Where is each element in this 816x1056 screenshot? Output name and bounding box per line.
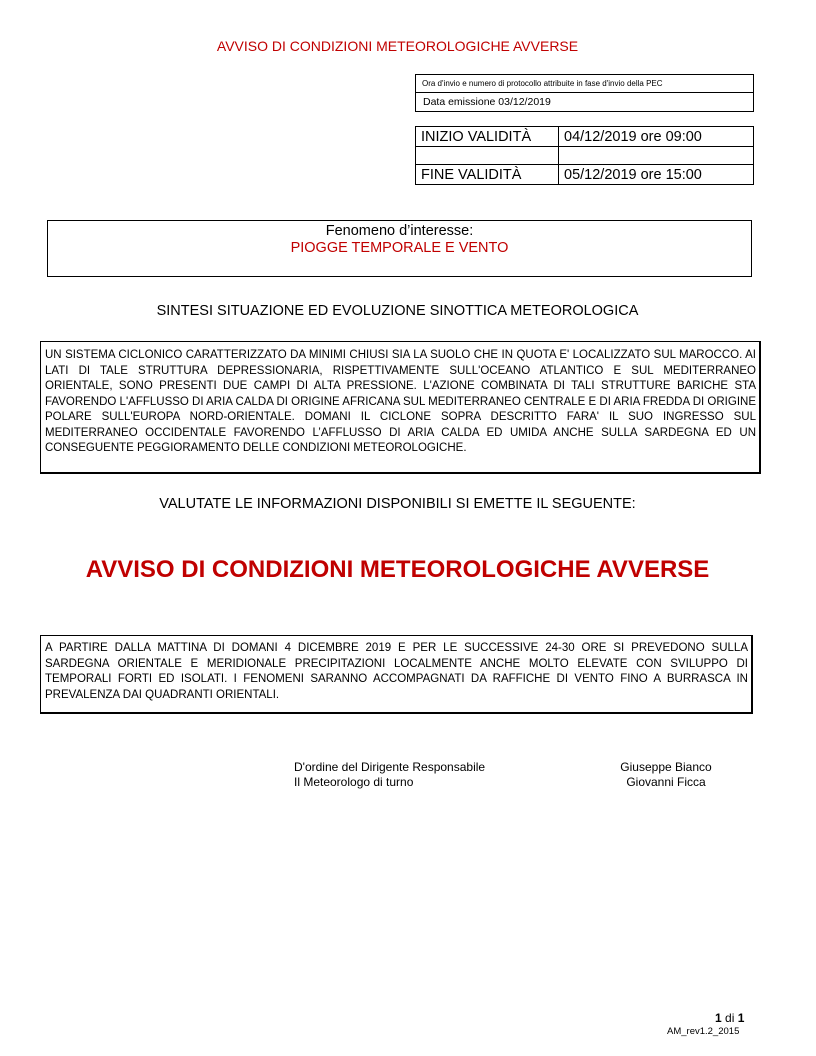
page-number [715,1011,744,1025]
signature-left [294,760,485,790]
page-title: AVVISO DI CONDIZIONI METEOROLOGICHE AVVERSE [216,38,579,54]
document-code: AM_rev1.2_2015 [667,1026,740,1037]
alert-text: A PARTIRE DALLA MATTINA DI DOMANI 4 DICEMBRE 2019 E PER LE SUCCESSIVE 24-30 ORE SI PREVEDONO SULLA SARDEGNA ORIENTALE E MERIDIONALE PRECIPITAZIONI LOCALMENTE ANCHE MOLTO ELEVATE CON SVILUPPO DI TEMPORALI FORTI ED ISOLATI. I FENOMENI SARANNO ACCOMPAGNATI DA RAFFICHE DI VENTO FINO A BURRASCA IN PREVALENZA DAI QUADRANTI ORIENTALI. [40,635,753,714]
signature-role: D'ordine del Dirigente Responsabile [294,760,486,774]
emission-date: Data emissione 03/12/2019 [423,96,551,108]
signature-director-name: Giuseppe Bianco [620,760,712,774]
synopsis-text: UN SISTEMA CICLONICO CARATTERIZZATO DA MINIMI CHIUSI SIA LA SUOLO CHE IN QUOTA E' LOCALIZZATO SUL MAROCCO. AI LATI DI TALE STRUTTURA DEPRESSIONARIA, RISPETTIVAMENTE SULL'OCEANO ATLANTICO E SUL MEDITERRANEO ORIENTALE, SONO PRESENTI DUE CAMPI DI ALTA PRESSIONE. L'AZIONE COMBINATA DI TALI STRUTTURE BARICHE STA FAVORENDO L'AFFLUSSO DI ARIA CALDA DI ORIGINE AFRICANA SUL MEDITERRANEO CENTRALE E DI ARIA FREDDA DI ORIGINE POLARE SULL'EUROPA NORD-ORIENTALE. DOMANI IL CICLONE SOPRA DESCRITTO FARA' IL SUO INGRESSO SUL MEDITERRANEO OCCIDENTALE FAVORENDO L’AFFLUSSO DI ARIA CALDA ED UMIDA ANCHE SULLA SARDEGNA ED UN CONSEGUENTE PEGGIORAMENTO DELLE CONDIZIONI METEOROLOGICHE. [40,341,761,474]
synopsis-heading: SINTESI SITUAZIONE ED EVOLUZIONE SINOTTICA METEOROLOGICA [156,303,639,319]
pec-info-box [415,74,754,112]
signature-meteorologist-label: Il Meteorologo di turno [294,775,414,789]
validity-spacer-cell [416,147,559,165]
pec-note: Ora d'invio e numero di protocollo attribuite in fase d'invio della PEC [416,75,753,93]
page-current: 1 [715,1011,722,1025]
alert-heading: AVVISO DI CONDIZIONI METEOROLOGICHE AVVERSE [85,556,710,583]
phenomenon-box [47,220,752,277]
validity-start-value: 04/12/2019 ore 09:00 [559,127,754,147]
validity-spacer-cell [559,147,754,165]
phenomenon-value: PIOGGE TEMPORALE E VENTO [290,240,509,256]
signature-right [598,760,734,790]
page-of: di [725,1011,735,1025]
validity-end-label: FINE VALIDITÀ [416,165,559,185]
page-total: 1 [737,1011,745,1025]
phenomenon-label: Fenomeno d’interesse: [325,223,474,239]
issue-heading: VALUTATE LE INFORMAZIONI DISPONIBILI SI EMETTE IL SEGUENTE: [159,496,636,512]
signature-meteorologist-name: Giovanni Ficca [626,775,706,789]
validity-table [415,126,754,185]
validity-end-value: 05/12/2019 ore 15:00 [559,165,754,185]
validity-start-label: INIZIO VALIDITÀ [416,127,559,147]
